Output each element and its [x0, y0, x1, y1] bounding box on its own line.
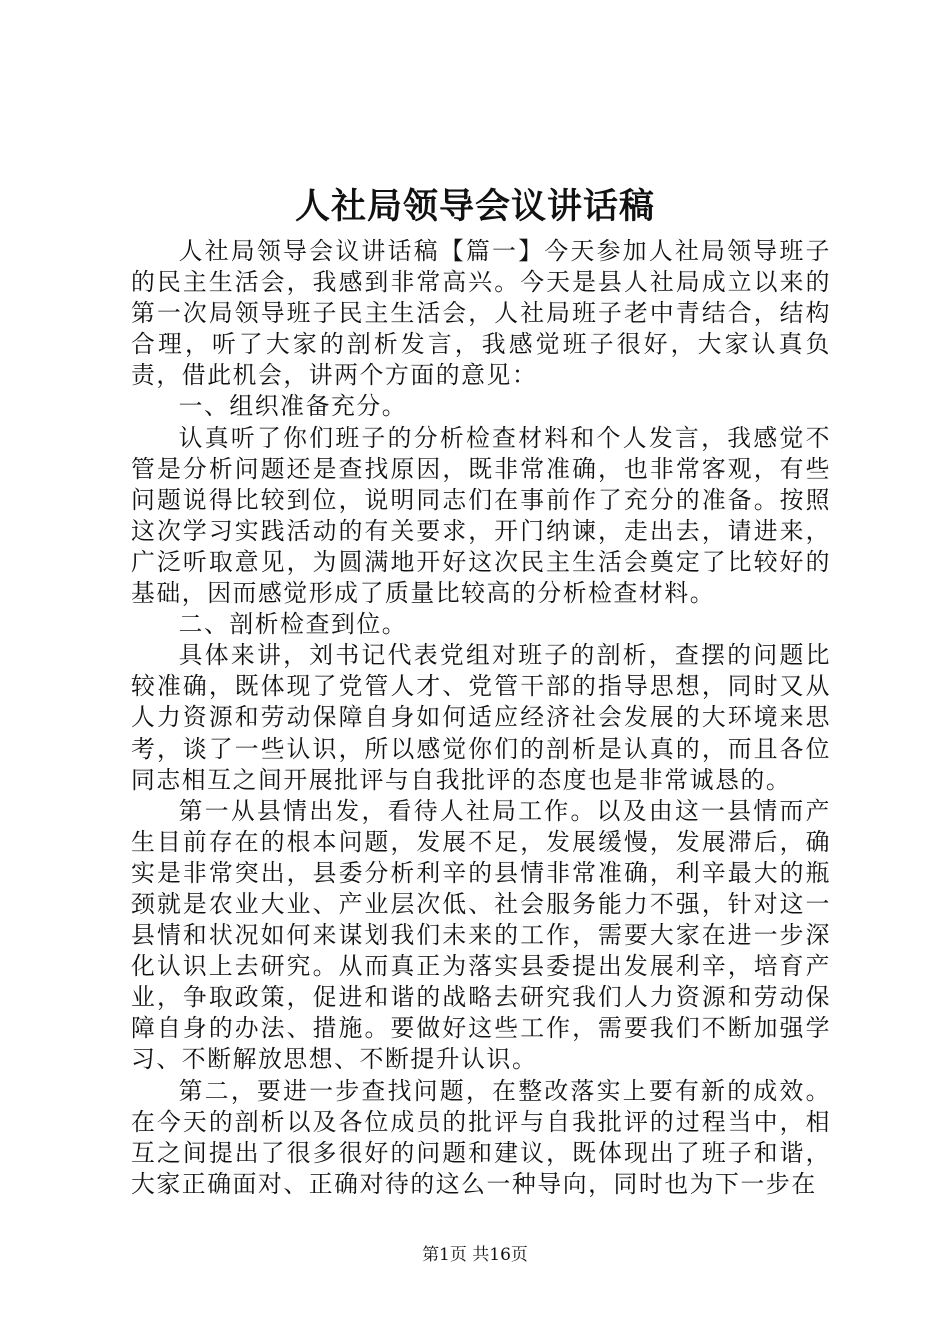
- paragraph-point-2: 第二，要进一步查找问题，在整改落实上要有新的成效。在今天的剖析以及各位成员的批评与自我批评的过程当中，相互之间提出了很多很好的问题和建议，既体现出了班子和谐，大家正确面对、正确对待的这么一种导向，同时也为下一步在: [131, 1076, 831, 1198]
- document-title: 人社局领导会议讲话稿: [294, 186, 655, 227]
- paragraph-section-1: 认真听了你们班子的分析检查材料和个人发言，我感觉不管是分析问题还是查找原因，既非常准确，也非常客观，有些问题说得比较到位，说明同志们在事前作了充分的准备。按照这次学习实践活动的有关要求，开门纳谏，走出去，请进来，广泛听取意见，为圆满地开好这次民主生活会奠定了比较好的基础，因而感觉形成了质量比较高的分析检查材料。: [131, 423, 831, 608]
- paragraph-point-1: 第一从县情出发，看待人社局工作。以及由这一县情而产生目前存在的根本问题，发展不足，发展缓慢，发展滞后，确实是非常突出，县委分析利辛的县情非常准确，利辛最大的瓶颈就是农业大业、产业层次低、社会服务能力不强，针对这一县情和状况如何来谋划我们未来的工作，需要大家在进一步深化认识上去研究。从而真正为落实县委提出发展利辛，培育产业，争取政策，促进和谐的战略去研究我们人力资源和劳动保障自身的办法、措施。要做好这些工作，需要我们不断加强学习、不断解放思想、不断提升认识。: [131, 796, 831, 1074]
- section-heading-1: 一、组织准备充分。: [178, 392, 408, 421]
- section-heading-2: 二、剖析检查到位。: [178, 610, 408, 639]
- document-body: [131, 236, 831, 1200]
- paragraph-intro: 人社局领导会议讲话稿【篇一】今天参加人社局领导班子的民主生活会，我感到非常高兴。今天是县人社局成立以来的第一次局领导班子民主生活会，人社局班子老中青结合，结构合理，听了大家的剖析发言，我感觉班子很好，大家认真负责，借此机会，讲两个方面的意见：: [131, 237, 831, 390]
- paragraph-section-2: 具体来讲，刘书记代表党组对班子的剖析，查摆的问题比较准确，既体现了党管人才、党管干部的指导思想，同时又从人力资源和劳动保障自身如何适应经济社会发展的大环境来思考，谈了一些认识，所以感觉你们的剖析是认真的，而且各位同志相互之间开展批评与自我批评的态度也是非常诚恳的。: [131, 641, 831, 794]
- page-footer: 第1页 共16页: [422, 1245, 528, 1265]
